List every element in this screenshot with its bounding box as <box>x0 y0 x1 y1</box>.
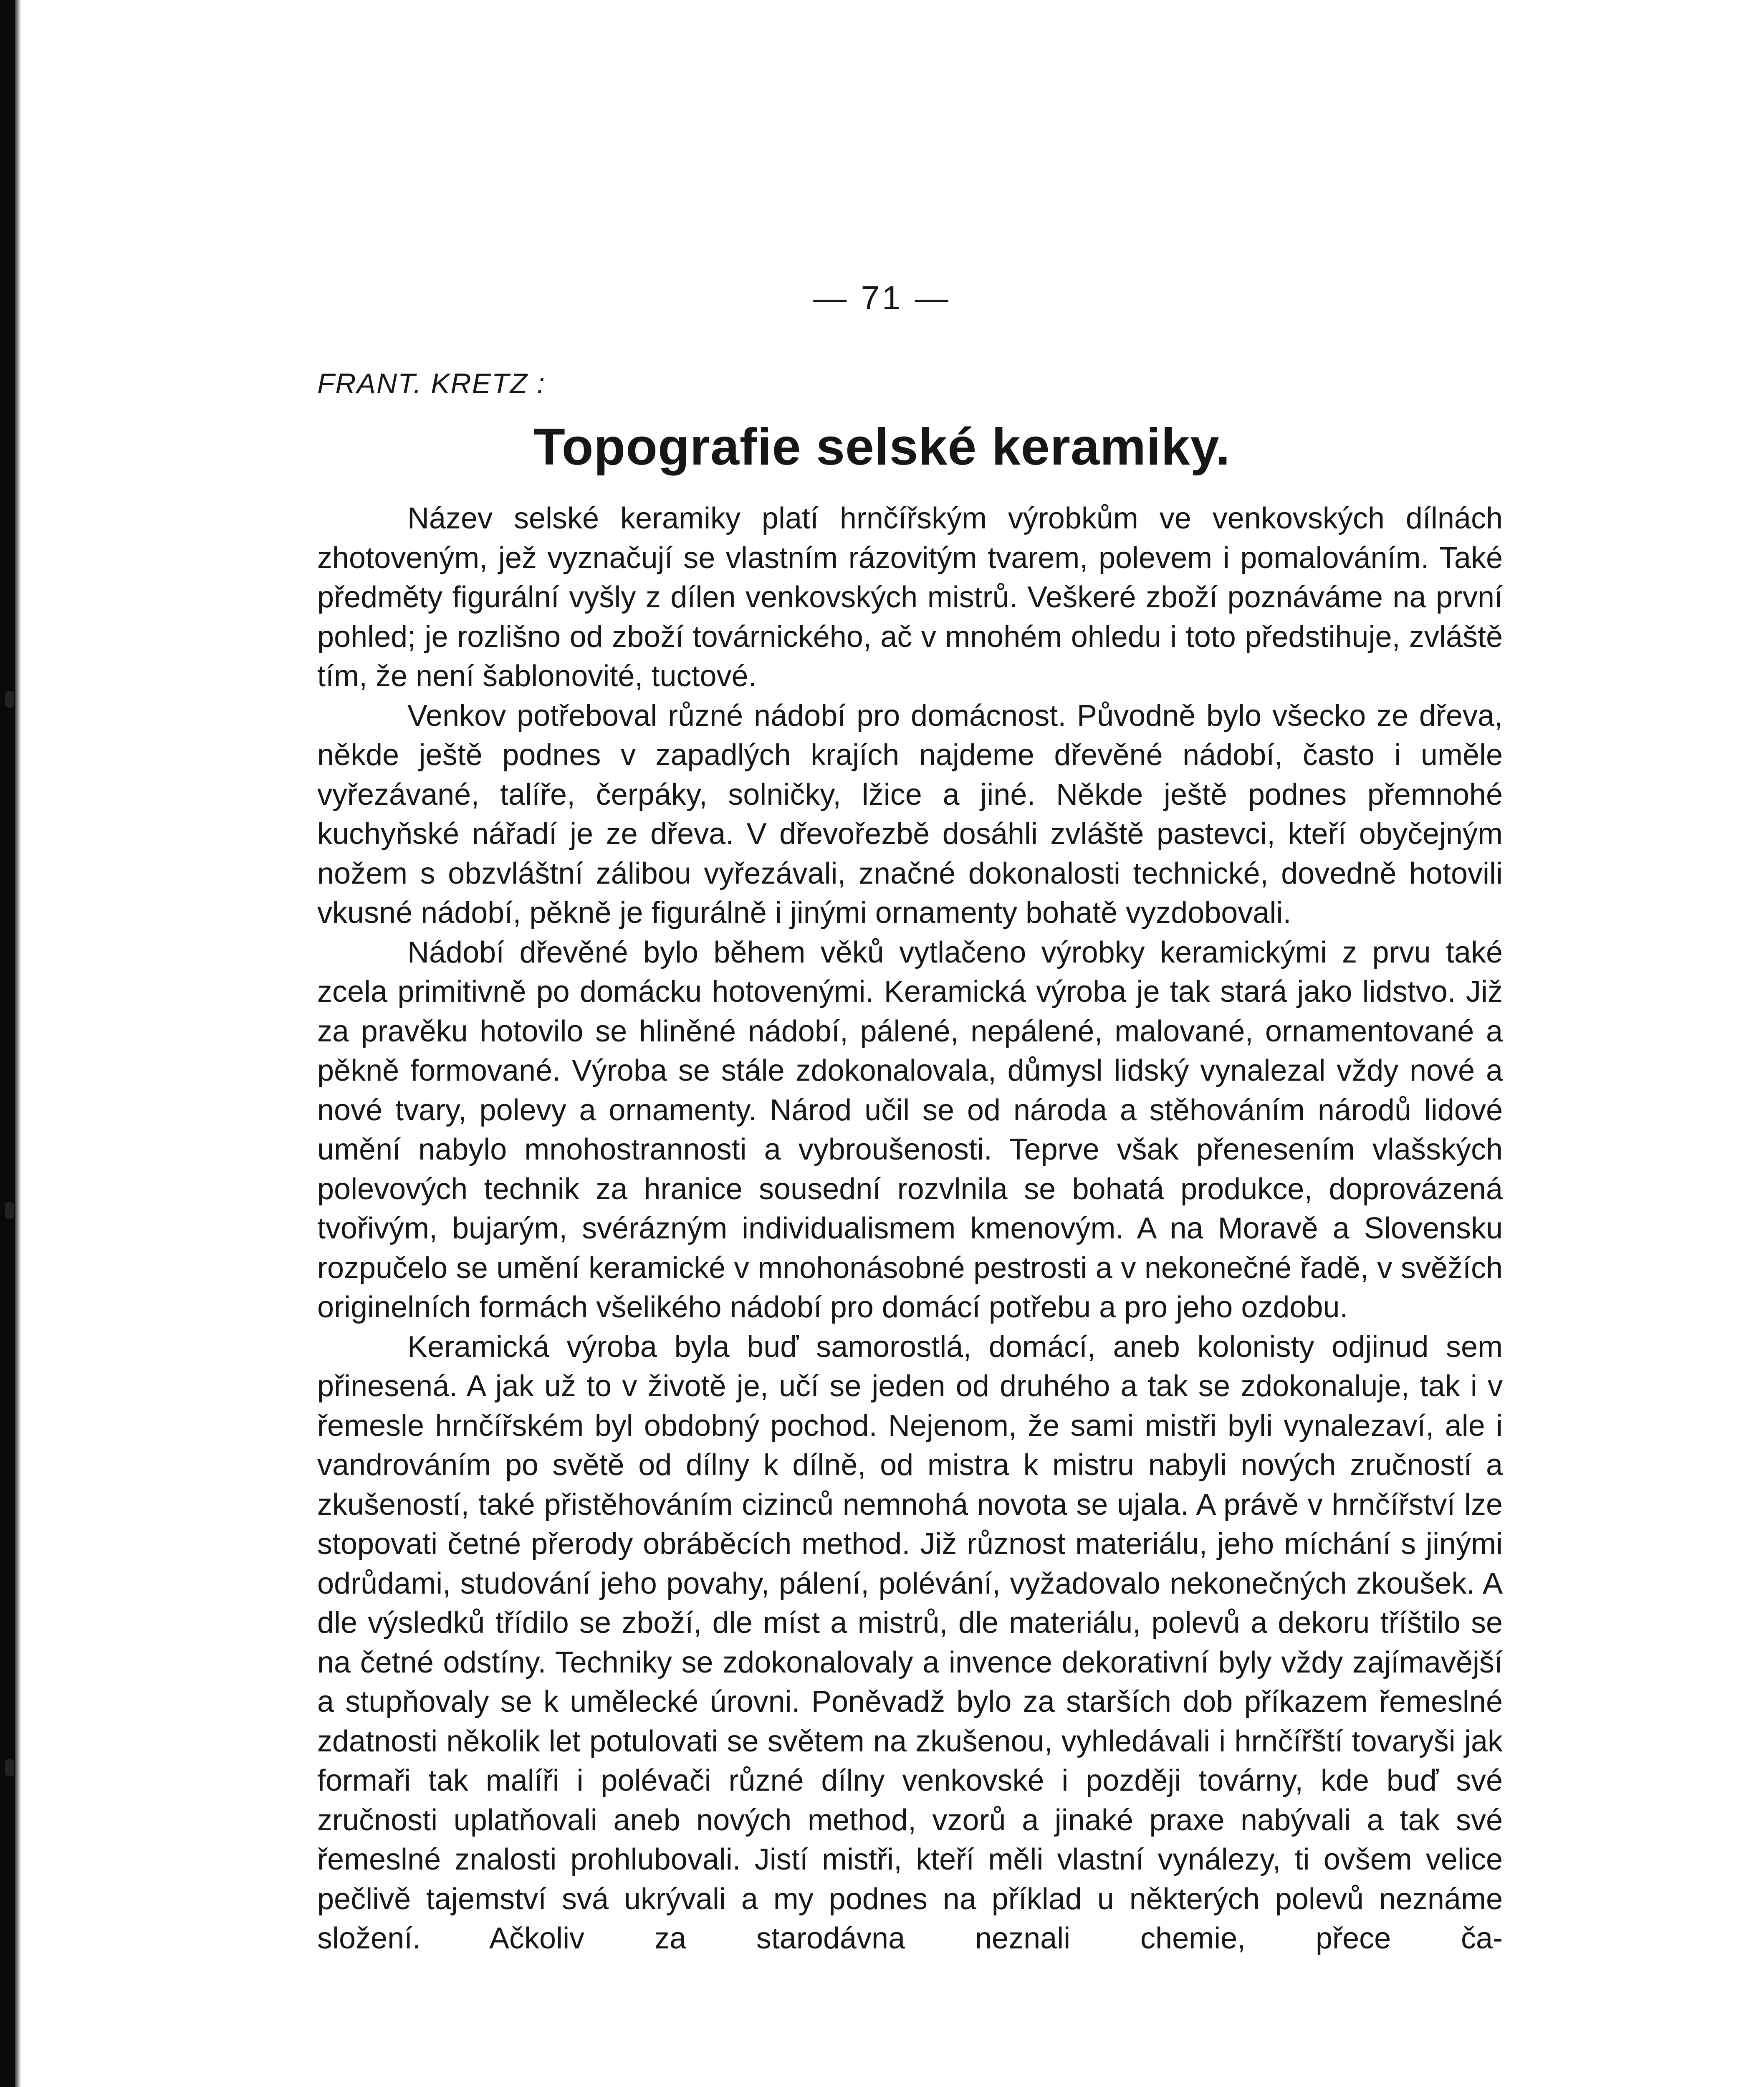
paragraph: Název selské keramiky platí hrnčířským výrobkům ve venkovských dílnách zhotoveným, jež vyznačují se vlastním rázovitým tvarem, polevem i pomalováním. Také předměty figurální vyšly z dílen venkovských mistrů. Veškeré zboží poznáváme na první pohled; je rozlišno od zboží továrnického, ač v mnohém ohledu i toto předstihuje, zvláště tím, že není šablonovité, tuctové. <box>317 502 1503 693</box>
author-name: FRANT. KRETZ : <box>317 368 546 399</box>
paragraph: Nádobí dřevěné bylo během věků vytlačeno výrobky keramickými z prvu také zcela primitivně po domácku hotovenými. Keramická výroba je tak stará jako lidstvo. Již za pravěku hotovilo se hliněné nádobí, pálené, nepálené, malované, ornamentované a pěkně formované. Výroba se stále zdokonalovala, důmysl lidský vynalezal vždy nové a nové tvary, polevy a ornamenty. Národ učil se od národa a stěhováním národů lidové umění nabylo mnohostrannosti a vybroušenosti. Teprve však přenesením vlašských polevových technik za hranice sousední rozvlnila se bohatá produkce, doprovázená tvořivým, bujarým, svérázným individualismem kmenovým. A na Moravě a Slovensku rozpučelo se umění keramické v mnohonásobné pestrosti a v nekonečné řadě, v svěžích originelních formách všelikého nádobí pro domácí potřebu a pro jeho ozdobu. <box>317 935 1503 1324</box>
article-title: Topografie selské keramiky. <box>533 418 1231 476</box>
paragraph: Venkov potřeboval různé nádobí pro domácnost. Původně bylo všecko ze dřeva, někde ještě podnes v zapadlých krajích najdeme dřevěné nádobí, často i uměle vyřezávané, talíře, čerpáky, solničky, lžice a jiné. Někde ještě podnes přemnohé kuchyňské nářadí je ze dřeva. V dřevořezbě dosáhli zvláště pastevci, kteří obyčejným nožem s obzvláštní zálibou vyřezávali, značné dokonalosti technické, dovedně hotovili vkusné nádobí, pěkně je figurálně i jinými ornamenty bohatě vyzdobovali. <box>317 699 1503 930</box>
article-body <box>317 499 1503 1958</box>
page-number: — 71 — <box>813 279 951 316</box>
margin-mark <box>5 691 14 707</box>
margin-mark <box>5 1759 14 1776</box>
paragraph: Keramická výroba byla buď samorostlá, domácí, aneb kolonisty odjinud sem přinesená. A jak už to v životě je, učí se jeden od druhého a tak se zdokonaluje, tak i v řemesle hrnčířském byl obdobný pochod. Nejenom, že sami mistři byli vynalezaví, ale i vandrováním po světě od dílny k dílně, od mistra k mistru nabyli nových zručností a zkušeností, také přistěhováním cizinců nemnohá novota se ujala. A právě v hrnčířství lze stopovati četné přerody obráběcích method. Již různost materiálu, jeho míchání s jinými odrůdami, studování jeho povahy, pálení, polévání, vyžadovalo nekonečných zkoušek. A dle výsledků třídilo se zboží, dle míst a mistrů, dle materiálu, polevů a dekoru tříštilo se na četné odstíny. Techniky se zdokonalovaly a invence dekorativní byly vždy zajímavější a stupňovaly se k umělecké úrovni. Poněvadž bylo za starších dob příkazem řemeslné zdatnosti několik let potulovati se světem na zkušenou, vyhledávali i hrnčířští tovaryši jak formaři tak malíři i polévači různé dílny venkovské i později továrny, kde buď své zručnosti uplatňovali aneb nových method, vzorů a jinaké praxe nabývali a tak své řemeslné znalosti prohlubovali. Jistí mistři, kteří měli vlastní vynálezy, ti ovšem velice pečlivě tajemství svá ukrývali a my podnes na příklad u některých polevů neznáme složení. Ačkoliv za starodávna neznali chemie, přece ča- <box>317 1330 1503 1955</box>
margin-mark <box>5 1202 14 1219</box>
